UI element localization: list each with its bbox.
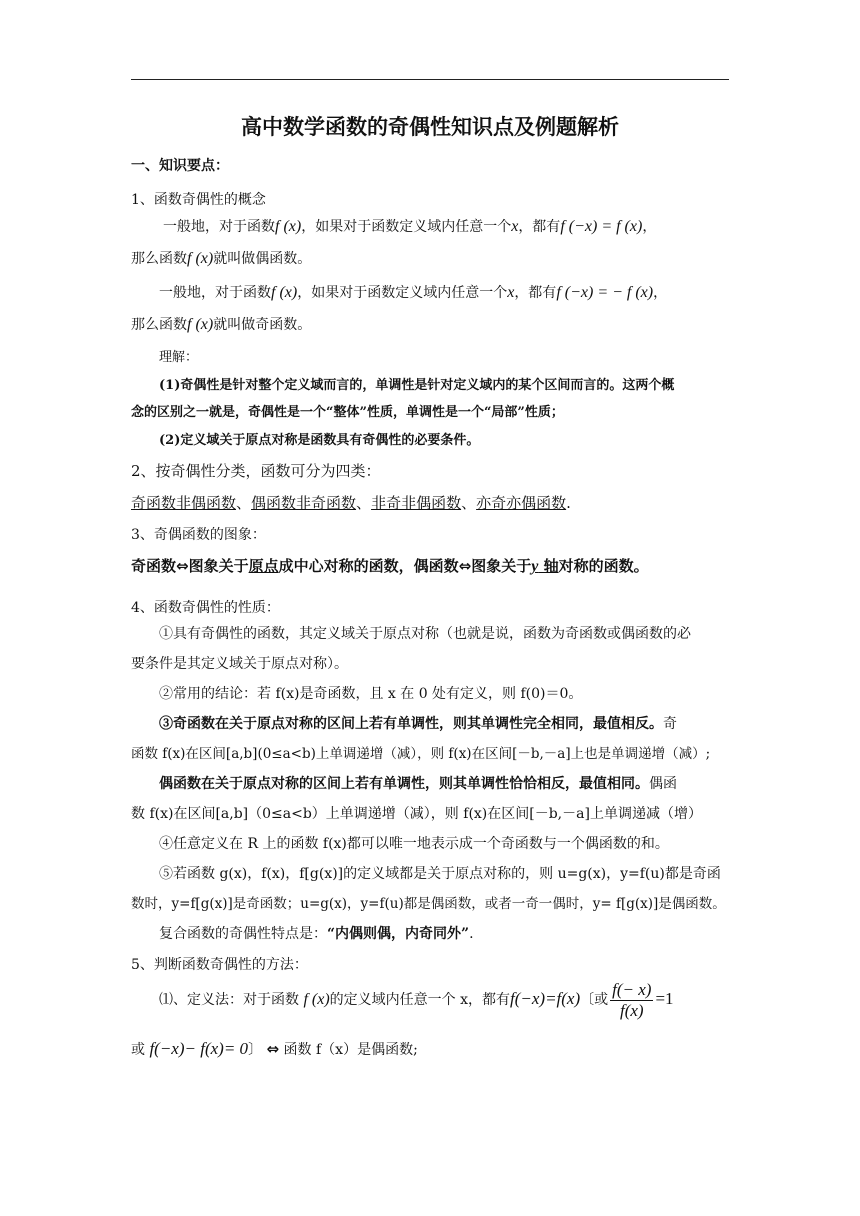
- note-1-line2: 念的区别之一就是，奇偶性是一个“整体”性质，单调性是一个“局部”性质；: [131, 405, 564, 420]
- prop-1-line2: 要条件是其定义域关于原点对称）。: [131, 656, 348, 672]
- odd-def-line1: 一般地，对于函数f (x)，如果对于函数定义域内任意一个x，都有f (−x) = − f (x)，: [159, 284, 668, 301]
- category-both: 亦奇亦偶函数: [476, 494, 567, 512]
- composite-rule: 复合函数的奇偶性特点是：“内偶则偶，内奇同外”.: [159, 926, 474, 942]
- header-rule: [131, 79, 729, 80]
- even-def-line1: 一般地，对于函数f (x)，如果对于函数定义域内任意一个x，都有f (−x) = f (x)，: [163, 218, 657, 235]
- note-2: (2)定义域关于原点对称是函数具有奇偶性的必要条件。: [159, 433, 480, 448]
- method-definition-line1: ⑴、定义法：对于函数 f (x)的定义域内任意一个 x，都有f(−x)=f(x)〔或 $\frac{f(- x)}{f(x)}$ =1: [159, 979, 674, 1020]
- math-fraction: $\frac{f(- x)}{f(x)}$: [612, 979, 652, 1020]
- math-even-condition: f(−x)=f(x): [510, 989, 581, 1008]
- category-odd-not-even: 奇函数非偶函数: [131, 494, 237, 512]
- s2-heading: 2、按奇偶性分类，函数可分为四类：: [131, 462, 381, 480]
- iff-icon: ⇔: [458, 557, 472, 575]
- prop-5-line1: ⑤若函数 g(x)，f(x)，f[g(x)]的定义域都是关于原点对称的，则 u=g(x)，y=f(u)都是奇函: [159, 866, 721, 882]
- math-even-difference: f(−x)− f(x)= 0: [149, 1039, 249, 1058]
- odd-def-line2: 那么函数f (x)就叫做奇函数。: [131, 316, 312, 333]
- note-1-line1: (1)奇偶性是针对整个定义域而言的，单调性是针对定义域内的某个区间而言的。这两个概: [159, 378, 675, 393]
- prop-3-line4: 数 f(x)在区间[a,b]（0≤a<b）上单调递增（减），则 f(x)在区间[－b,－a]上单调递减（增）: [131, 806, 702, 822]
- section-heading-knowledge: 一、知识要点：: [131, 158, 229, 174]
- s2-categories: 奇函数非偶函数、偶函数非奇函数、非奇非偶函数、亦奇亦偶函数.: [131, 494, 571, 512]
- prop-1-line1: ①具有奇偶性的函数，其定义域关于原点对称（也就是说，函数为奇函数或偶函数的必: [159, 626, 691, 642]
- category-even-not-odd: 偶函数非奇函数: [251, 494, 357, 512]
- s1-heading: 1、函数奇偶性的概念: [131, 192, 266, 208]
- math-even-eq: f (−x) = f (x): [560, 218, 643, 235]
- method-definition-line2: 或 f(−x)− f(x)= 0〕 ⇔ 函数 f（x）是偶函数;: [131, 1039, 418, 1058]
- understand-label: 理解：: [159, 350, 199, 365]
- s5-heading: 5、判断函数奇偶性的方法：: [131, 957, 308, 973]
- iff-icon: ⇔: [266, 1040, 280, 1058]
- even-def-line2: 那么函数f (x)就叫做偶函数。: [131, 250, 312, 267]
- s4-heading: 4、函数奇偶性的性质：: [131, 600, 280, 616]
- s3-graph-statement: 奇函数⇔图象关于原点成中心对称的函数，偶函数⇔图象关于y 轴对称的函数。: [131, 557, 649, 575]
- prop-3-line1: ③奇函数在关于原点对称的区间上若有单调性，则其单调性完全相同，最值相反。奇: [159, 716, 677, 732]
- math-fx: f (x): [275, 218, 302, 235]
- prop-3-line3: 偶函数在关于原点对称的区间上若有单调性，则其单调性恰恰相反，最值相同。偶函: [159, 776, 677, 792]
- s3-heading: 3、奇偶函数的图象：: [131, 527, 266, 543]
- math-odd-eq: f (−x) = − f (x): [556, 284, 654, 301]
- prop-5-line2: 数时，y=f[g(x)]是奇函数；u=g(x)，y=f(u)都是偶函数，或者一奇一偶时，y= f[g(x)]是偶函数。: [131, 896, 726, 912]
- prop-3-line2: 函数 f(x)在区间[a,b](0≤a<b)上单调递增（减），则 f(x)在区间[－b,－a]上也是单调递增（减）;: [131, 746, 711, 762]
- page-title: 高中数学函数的奇偶性知识点及例题解析: [241, 114, 619, 139]
- prop-4: ④任意定义在 R 上的函数 f(x)都可以唯一地表示成一个奇函数与一个偶函数的和。: [159, 836, 669, 852]
- iff-icon: ⇔: [176, 557, 189, 575]
- category-neither: 非奇非偶函数: [371, 494, 462, 512]
- prop-2: ②常用的结论：若 f(x)是奇函数，且 x 在 0 处有定义，则 f(0)＝0。: [159, 686, 583, 702]
